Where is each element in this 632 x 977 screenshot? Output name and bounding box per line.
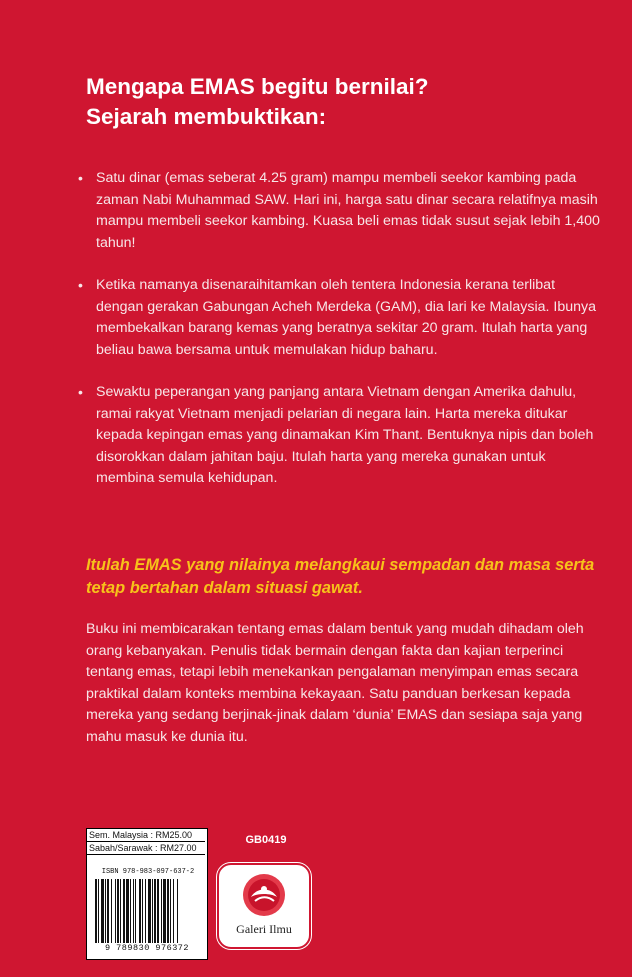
- bullet-text: Satu dinar (emas seberat 4.25 gram) mampu membeli seekor kambing pada zaman Nabi Muhammad SAW. Hari ini, harga satu dinar secara relatifnya masih mampu membeli seekor kambing. Kuasa beli emas tidak susut sejak lebih 1,400 tahun!: [96, 170, 600, 251]
- barcode-digits: 9 789830 976372: [104, 943, 189, 953]
- product-code: GB0419: [245, 834, 287, 846]
- publisher-logo: [217, 863, 311, 949]
- price-barcode-box: [86, 828, 208, 960]
- bullet-item: [74, 382, 604, 490]
- price-table: [87, 829, 205, 855]
- bullet-marker: •: [78, 384, 83, 400]
- publisher-name: Galeri Ilmu: [236, 922, 292, 936]
- heading-line-1: Mengapa EMAS begitu bernilai?: [86, 74, 429, 99]
- bullet-marker: •: [78, 170, 83, 186]
- price-sabah-sarawak: Sabah/Sarawak : RM27.00: [89, 843, 197, 853]
- bullet-text: Ketika namanya disenaraihitamkan oleh tentera Indonesia kerana terlibat dengan gerakan Gabungan Acheh Merdeka (GAM), dia lari ke Malaysia. Ibunya membekalkan barang kemas yang beratnya sekitar 20 gram. Itulah harta yang beliau bawa bersama untuk memulakan hidup baharu.: [96, 277, 597, 358]
- price-peninsular: Sem. Malaysia : RM25.00: [87, 829, 205, 842]
- bullet-item: [74, 275, 604, 361]
- heading: [86, 72, 586, 132]
- barcode-image: [93, 879, 201, 943]
- bullet-list: [74, 168, 604, 511]
- summary-paragraph: Buku ini membicarakan tentang emas dalam bentuk yang mudah dihadam oleh orang kebanyakan. Penulis tidak bermain dengan fakta dan kajian terperinci tentang emas, tetapi lebih menekankan pengalaman menyimpan emas secara praktikal dalam konteks membina kekayaan. Satu panduan berkesan kepada mereka yang sedang berjinak-jinak dalam ‘dunia’ EMAS dan sesiapa saja yang mahu masuk ke dunia itu.: [86, 621, 584, 745]
- highlight-statement: Itulah EMAS yang nilainya melangkaui sempadan dan masa serta tetap bertahan dalam situasi gawat.: [86, 556, 595, 597]
- bullet-text: Sewaktu peperangan yang panjang antara Vietnam dengan Amerika dahulu, ramai rakyat Vietnam menjadi pelarian di negara lain. Harta mereka ditukar kepada kepingan emas yang dinamakan Kim Thant. Bentuknya nipis dan boleh disorokkan dalam jahitan baju. Itulah harta yang mereka gunakan untuk membina semula kehidupan.: [96, 384, 594, 486]
- bullet-marker: •: [78, 277, 83, 293]
- isbn-label: ISBN 978-983-097-637-2: [101, 868, 195, 876]
- heading-line-2: Sejarah membuktikan:: [86, 104, 327, 129]
- publisher-emblem-icon: [241, 872, 287, 918]
- bullet-item: [74, 168, 604, 254]
